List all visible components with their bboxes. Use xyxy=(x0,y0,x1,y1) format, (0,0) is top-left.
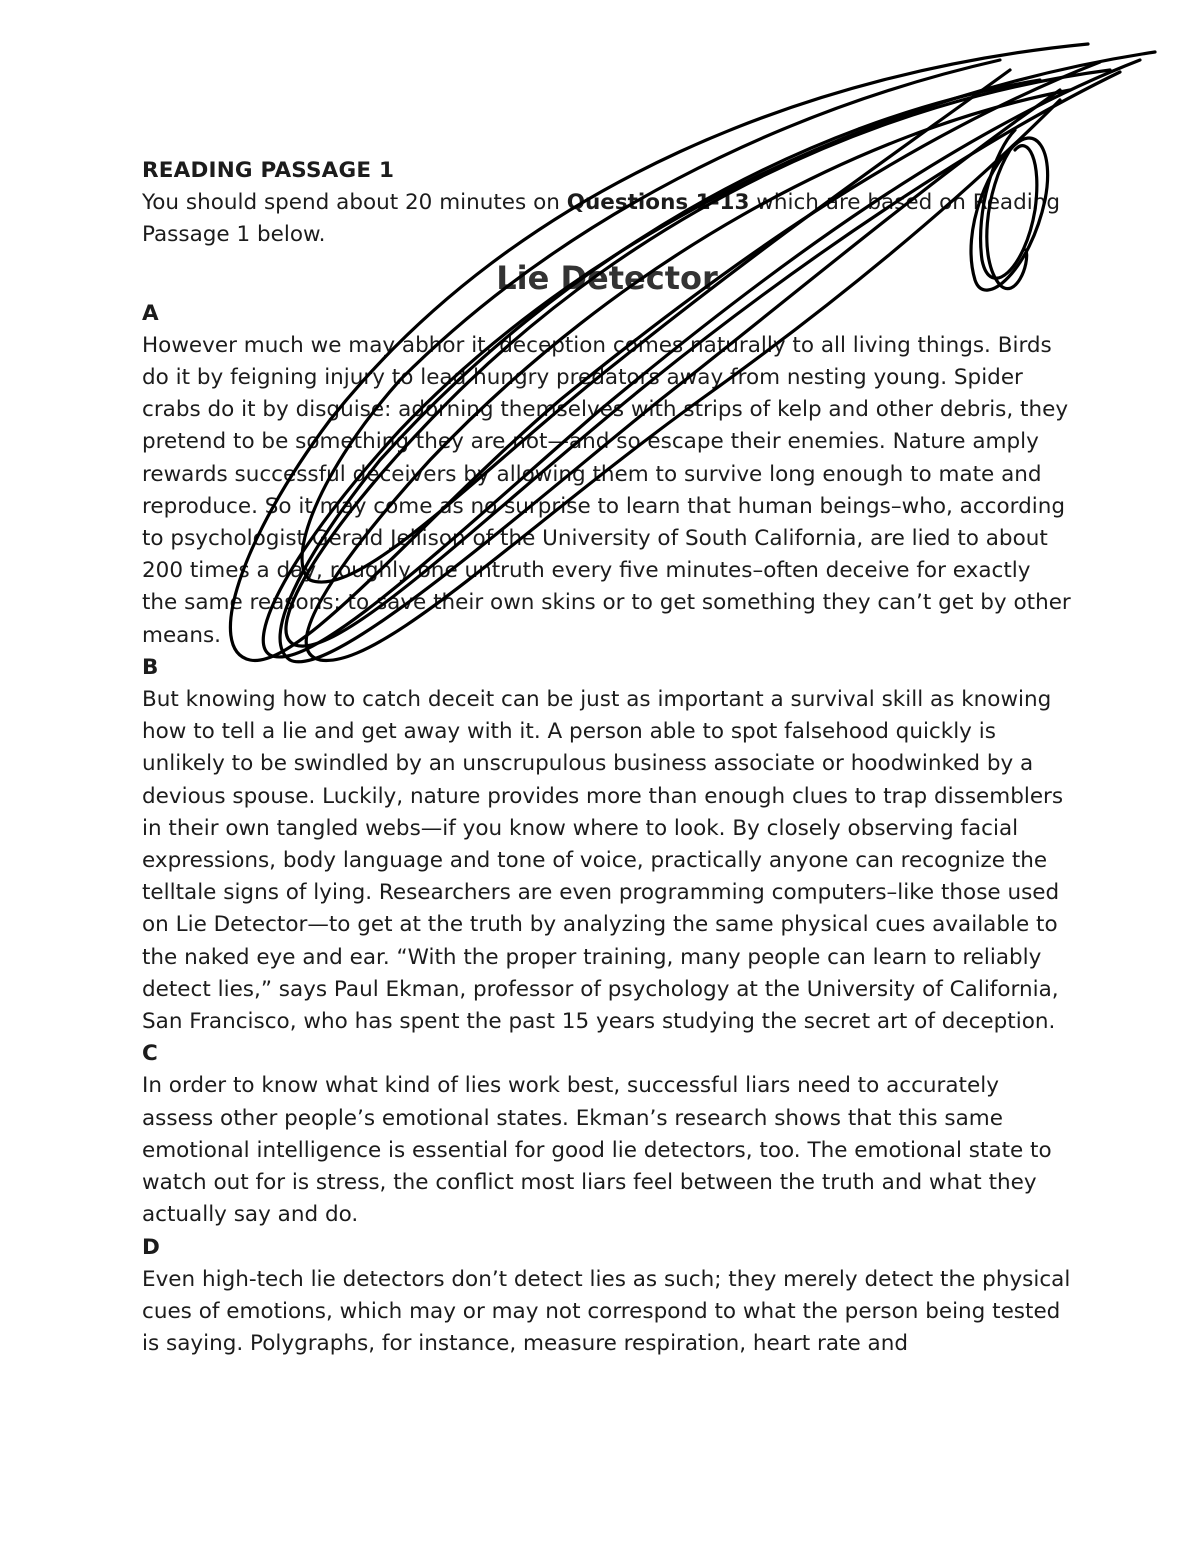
section-title: READING PASSAGE 1 xyxy=(142,158,395,183)
paragraph-d: Even high-tech lie detectors don’t detect lies as such; they merely detect the physical cues of emotions, which may or may not correspond to what the person being tested is saying. Polygraphs, for instance, measure respiration, heart rate and xyxy=(142,1266,1071,1357)
intro-text xyxy=(142,187,1072,251)
paragraph-a: However much we may abhor it, deception comes naturally to all living things. Birds do it by feigning injury to lead hungry predators away from nesting young. Spider crabs do it by disguise: adorning themselves with strips of kelp and other debris, they pretend to be something they are not—and so escape their enemies. Nature amply rewards successful deceivers by allowing them to survive long enough to mate and reproduce. So it may come as no surprise to learn that human beings–who, according to psychologist Gerald Jellison of the University of South California, are lied to about 200 times a day, roughly one untruth every five minutes–often deceive for exactly the same reasons: to save their own skins or to get something they can’t get by other means. xyxy=(142,332,1071,648)
paragraph-letter-d: D xyxy=(142,1234,160,1260)
document-page xyxy=(142,155,1072,1360)
paragraph-letter-c: C xyxy=(142,1041,158,1067)
paragraph-c: In order to know what kind of lies work best, successful liars need to accurately assess other people’s emotional states. Ekman’s research shows that this same emotional intelligence is essential for good lie detectors, too. The emotional state to watch out for is stress, the conflict most liars feel between the truth and what they actually say and do. xyxy=(142,1073,1052,1228)
paragraph-letter-b: B xyxy=(142,654,159,680)
intro-text-end: which are based on Reading Passage 1 below. xyxy=(142,190,1060,248)
paragraph-letter-a: A xyxy=(142,300,159,326)
paragraph-b: But knowing how to catch deceit can be just as important a survival skill as knowing how to tell a lie and get away with it. A person able to spot falsehood quickly is unlikely to be swindled by an unscrupulous business associate or hoodwinked by a devious spouse. Luckily, nature provides more than enough clues to trap dissemblers in their own tangled webs—if you know where to look. By closely observing facial expressions, body language and tone of voice, practically anyone can recognize the telltale signs of lying. Researchers are even programming computers–like those used on Lie Detector—to get at the truth by analyzing the same physical cues available to the naked eye and ear. “With the proper training, many people can learn to reliably detect lies,” says Paul Ekman, professor of psychology at the University of California, San Francisco, who has spent the past 15 years studying the secret art of deception. xyxy=(142,687,1064,1035)
intro-text-start: You should spend about 20 minutes on xyxy=(142,190,567,216)
document-title: Lie Detector xyxy=(496,258,718,297)
intro-questions-range: Questions 1-13 xyxy=(566,190,750,216)
